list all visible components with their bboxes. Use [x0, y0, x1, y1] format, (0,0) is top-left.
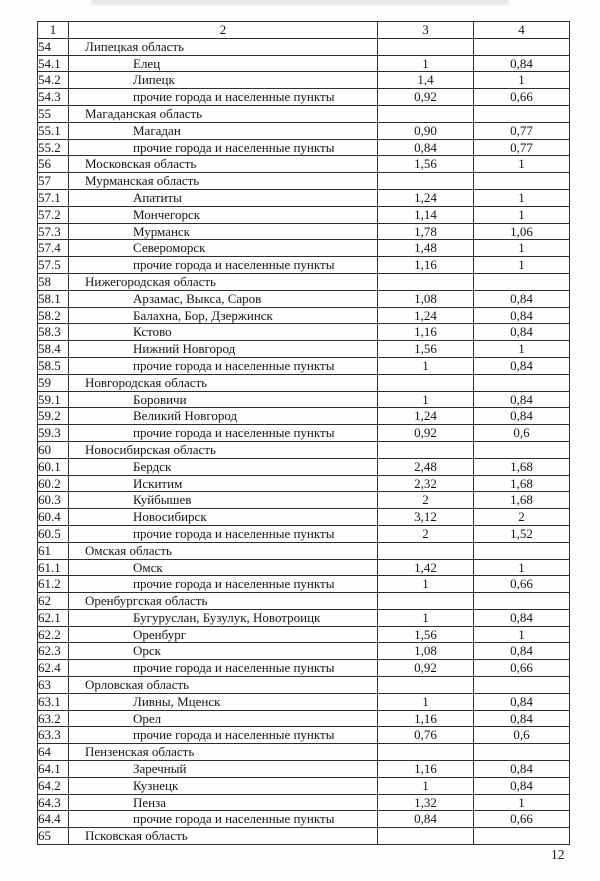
coefficient-4-cell: 1	[474, 794, 570, 811]
name-cell: Оренбургская область	[69, 593, 378, 610]
coefficient-3-cell: 1,14	[378, 206, 474, 223]
table-row	[38, 693, 570, 710]
coefficient-4-cell: 1	[474, 72, 570, 89]
name-cell: Оренбург	[69, 626, 378, 643]
row-number-cell: 59.1	[38, 391, 69, 408]
name-cell: прочие города и населенные пункты	[69, 89, 378, 106]
name-cell: Псковская область	[69, 828, 378, 845]
name-cell: Новосибирск	[69, 509, 378, 526]
row-number-cell: 58.4	[38, 341, 69, 358]
table-row	[38, 173, 570, 190]
coefficient-4-cell	[474, 441, 570, 458]
coefficient-4-cell: 1	[474, 341, 570, 358]
table-row	[38, 38, 570, 55]
coefficient-4-cell: 1	[474, 156, 570, 173]
row-number-cell: 63	[38, 677, 69, 694]
name-cell: Пенза	[69, 794, 378, 811]
row-number-cell: 62.1	[38, 609, 69, 626]
table-row	[38, 240, 570, 257]
coefficient-3-cell: 1,08	[378, 643, 474, 660]
row-number-cell: 58.3	[38, 324, 69, 341]
coefficient-4-cell: 1	[474, 257, 570, 274]
name-cell: Липецк	[69, 72, 378, 89]
table-row	[38, 761, 570, 778]
table-row	[38, 290, 570, 307]
table-row	[38, 626, 570, 643]
row-number-cell: 57.3	[38, 223, 69, 240]
coefficient-3-cell: 3,12	[378, 509, 474, 526]
coefficient-3-cell: 0,84	[378, 139, 474, 156]
row-number-cell: 64.1	[38, 761, 69, 778]
name-cell: Орск	[69, 643, 378, 660]
row-number-cell: 61	[38, 542, 69, 559]
coefficient-3-cell: 0,76	[378, 727, 474, 744]
table-row	[38, 609, 570, 626]
coefficient-4-cell: 1	[474, 206, 570, 223]
name-cell: Апатиты	[69, 189, 378, 206]
name-cell: Мурманская область	[69, 173, 378, 190]
table-row	[38, 492, 570, 509]
table-row	[38, 811, 570, 828]
coefficient-3-cell	[378, 542, 474, 559]
name-cell: Куйбышев	[69, 492, 378, 509]
table-row	[38, 475, 570, 492]
table-row	[38, 374, 570, 391]
coefficient-4-cell: 1,68	[474, 475, 570, 492]
name-cell: Орел	[69, 710, 378, 727]
row-number-cell: 54.2	[38, 72, 69, 89]
name-cell: Омская область	[69, 542, 378, 559]
row-number-cell: 60.5	[38, 525, 69, 542]
coefficient-3-cell: 1,24	[378, 307, 474, 324]
coefficient-4-cell: 0,66	[474, 89, 570, 106]
name-cell: Елец	[69, 55, 378, 72]
row-number-cell: 57.2	[38, 206, 69, 223]
table-row	[38, 72, 570, 89]
coefficient-3-cell: 1	[378, 391, 474, 408]
name-cell: прочие города и населенные пункты	[69, 727, 378, 744]
coefficient-4-cell: 0,77	[474, 139, 570, 156]
row-number-cell: 55.1	[38, 122, 69, 139]
coefficient-3-cell: 1,24	[378, 408, 474, 425]
coefficient-4-cell	[474, 828, 570, 845]
table-row	[38, 307, 570, 324]
row-number-cell: 60.3	[38, 492, 69, 509]
coefficient-3-cell: 1,4	[378, 72, 474, 89]
coefficient-3-cell: 1	[378, 777, 474, 794]
name-cell: Липецкая область	[69, 38, 378, 55]
coefficient-3-cell: 1,48	[378, 240, 474, 257]
name-cell: Кстово	[69, 324, 378, 341]
coefficient-4-cell: 0,84	[474, 55, 570, 72]
name-cell: Бердск	[69, 458, 378, 475]
row-number-cell: 61.2	[38, 576, 69, 593]
table-row	[38, 576, 570, 593]
table-row	[38, 677, 570, 694]
row-number-cell: 55	[38, 105, 69, 122]
page-number: 12	[551, 847, 565, 862]
row-number-cell: 58.5	[38, 357, 69, 374]
row-number-cell: 54.1	[38, 55, 69, 72]
coefficient-4-cell: 0,84	[474, 290, 570, 307]
table-row	[38, 593, 570, 610]
column-header-3: 3	[378, 22, 474, 39]
coefficient-3-cell	[378, 273, 474, 290]
coefficient-3-cell: 1,56	[378, 341, 474, 358]
coefficient-4-cell: 0,66	[474, 576, 570, 593]
table-row	[38, 341, 570, 358]
coefficient-3-cell	[378, 441, 474, 458]
name-cell: Искитим	[69, 475, 378, 492]
coefficient-3-cell	[378, 374, 474, 391]
coefficient-3-cell	[378, 173, 474, 190]
row-number-cell: 60.2	[38, 475, 69, 492]
name-cell: прочие города и населенные пункты	[69, 425, 378, 442]
table-row	[38, 794, 570, 811]
column-header-4: 4	[474, 22, 570, 39]
coefficient-4-cell	[474, 273, 570, 290]
row-number-cell: 54.3	[38, 89, 69, 106]
name-cell: Великий Новгород	[69, 408, 378, 425]
name-cell: Орловская область	[69, 677, 378, 694]
coefficient-4-cell: 1	[474, 626, 570, 643]
table-row	[38, 189, 570, 206]
coefficient-3-cell: 0,92	[378, 425, 474, 442]
name-cell: прочие города и населенные пункты	[69, 139, 378, 156]
table-row	[38, 777, 570, 794]
name-cell: прочие города и населенные пункты	[69, 525, 378, 542]
coefficient-3-cell: 1,56	[378, 156, 474, 173]
row-number-cell: 59.2	[38, 408, 69, 425]
coefficient-3-cell: 1,32	[378, 794, 474, 811]
table-row	[38, 324, 570, 341]
coefficient-3-cell	[378, 38, 474, 55]
coefficient-4-cell: 0,84	[474, 693, 570, 710]
coefficient-4-cell: 0,84	[474, 391, 570, 408]
coefficient-4-cell: 0,66	[474, 660, 570, 677]
coefficient-3-cell: 1	[378, 576, 474, 593]
coefficient-4-cell: 0,84	[474, 710, 570, 727]
name-cell: Московская область	[69, 156, 378, 173]
table-row	[38, 744, 570, 761]
row-number-cell: 63.3	[38, 727, 69, 744]
name-cell: Заречный	[69, 761, 378, 778]
table-row	[38, 55, 570, 72]
row-number-cell: 58	[38, 273, 69, 290]
column-header-1: 1	[38, 22, 69, 39]
coefficient-4-cell: 0,84	[474, 307, 570, 324]
coefficient-4-cell: 0,77	[474, 122, 570, 139]
row-number-cell: 63.2	[38, 710, 69, 727]
row-number-cell: 59	[38, 374, 69, 391]
coefficient-3-cell: 0,84	[378, 811, 474, 828]
coefficient-3-cell	[378, 677, 474, 694]
name-cell: Боровичи	[69, 391, 378, 408]
coefficient-3-cell: 0,90	[378, 122, 474, 139]
table-header	[38, 22, 570, 39]
name-cell: Мончегорск	[69, 206, 378, 223]
table-row	[38, 710, 570, 727]
coefficient-3-cell: 1,16	[378, 761, 474, 778]
row-number-cell: 64.3	[38, 794, 69, 811]
table-row	[38, 257, 570, 274]
row-number-cell: 57.1	[38, 189, 69, 206]
coefficient-3-cell: 1,42	[378, 559, 474, 576]
row-number-cell: 62.4	[38, 660, 69, 677]
row-number-cell: 57.5	[38, 257, 69, 274]
coefficient-3-cell: 1	[378, 693, 474, 710]
row-number-cell: 61.1	[38, 559, 69, 576]
name-cell: прочие города и населенные пункты	[69, 576, 378, 593]
table-row	[38, 828, 570, 845]
table-row	[38, 391, 570, 408]
row-number-cell: 57.4	[38, 240, 69, 257]
coefficient-4-cell: 0,84	[474, 643, 570, 660]
row-number-cell: 55.2	[38, 139, 69, 156]
coefficient-4-cell: 0,84	[474, 777, 570, 794]
name-cell: прочие города и населенные пункты	[69, 357, 378, 374]
table-row	[38, 122, 570, 139]
coefficient-4-cell: 0,66	[474, 811, 570, 828]
header-row	[38, 22, 570, 39]
row-number-cell: 64.4	[38, 811, 69, 828]
table-row	[38, 357, 570, 374]
coefficient-4-cell	[474, 542, 570, 559]
coefficient-3-cell: 0,92	[378, 660, 474, 677]
table-row	[38, 525, 570, 542]
table-row	[38, 139, 570, 156]
row-number-cell: 58.1	[38, 290, 69, 307]
column-header-2: 2	[69, 22, 378, 39]
coefficient-4-cell: 0,84	[474, 357, 570, 374]
name-cell: Омск	[69, 559, 378, 576]
coefficient-4-cell: 2	[474, 509, 570, 526]
coefficient-4-cell	[474, 38, 570, 55]
coefficient-3-cell: 1	[378, 55, 474, 72]
coefficient-4-cell	[474, 677, 570, 694]
name-cell: прочие города и населенные пункты	[69, 811, 378, 828]
coefficient-3-cell	[378, 744, 474, 761]
row-number-cell: 65	[38, 828, 69, 845]
coefficient-4-cell: 0,84	[474, 408, 570, 425]
coefficient-4-cell: 1,52	[474, 525, 570, 542]
coefficient-3-cell: 1,08	[378, 290, 474, 307]
row-number-cell: 60.4	[38, 509, 69, 526]
table-row	[38, 425, 570, 442]
table-row	[38, 509, 570, 526]
table-row	[38, 273, 570, 290]
coefficient-3-cell: 0,92	[378, 89, 474, 106]
coefficient-4-cell: 1,68	[474, 458, 570, 475]
coefficient-4-cell	[474, 105, 570, 122]
name-cell: Ливны, Мценск	[69, 693, 378, 710]
table-row	[38, 441, 570, 458]
table-row	[38, 643, 570, 660]
name-cell: Нижний Новгород	[69, 341, 378, 358]
row-number-cell: 57	[38, 173, 69, 190]
coefficient-3-cell: 1	[378, 357, 474, 374]
coefficient-4-cell: 0,6	[474, 727, 570, 744]
coefficient-4-cell: 0,84	[474, 609, 570, 626]
row-number-cell: 62.3	[38, 643, 69, 660]
row-number-cell: 64	[38, 744, 69, 761]
coefficient-3-cell: 2,48	[378, 458, 474, 475]
name-cell: Магаданская область	[69, 105, 378, 122]
row-number-cell: 60	[38, 441, 69, 458]
coefficient-4-cell: 0,84	[474, 324, 570, 341]
name-cell: Балахна, Бор, Дзержинск	[69, 307, 378, 324]
name-cell: Нижегородская область	[69, 273, 378, 290]
row-number-cell: 62	[38, 593, 69, 610]
table-row	[38, 156, 570, 173]
table-row	[38, 660, 570, 677]
name-cell: прочие города и населенные пункты	[69, 660, 378, 677]
coefficient-3-cell: 1	[378, 609, 474, 626]
table-row	[38, 223, 570, 240]
row-number-cell: 59.3	[38, 425, 69, 442]
coefficient-4-cell	[474, 744, 570, 761]
coefficient-3-cell: 2	[378, 525, 474, 542]
coefficient-3-cell: 1,78	[378, 223, 474, 240]
name-cell: Магадан	[69, 122, 378, 139]
coefficient-4-cell: 1	[474, 189, 570, 206]
name-cell: Кузнецк	[69, 777, 378, 794]
coefficient-4-cell	[474, 374, 570, 391]
coefficient-4-cell: 1,06	[474, 223, 570, 240]
row-number-cell: 58.2	[38, 307, 69, 324]
table-body	[38, 38, 570, 844]
coefficient-4-cell: 1	[474, 240, 570, 257]
row-number-cell: 64.2	[38, 777, 69, 794]
coefficient-3-cell: 2,32	[378, 475, 474, 492]
name-cell: Новгородская область	[69, 374, 378, 391]
coefficient-4-cell: 1,68	[474, 492, 570, 509]
name-cell: Арзамас, Выкса, Саров	[69, 290, 378, 307]
coefficient-4-cell	[474, 173, 570, 190]
coefficient-3-cell: 1,16	[378, 324, 474, 341]
coefficient-3-cell: 1,56	[378, 626, 474, 643]
coefficient-3-cell: 1,24	[378, 189, 474, 206]
name-cell: Бугуруслан, Бузулук, Новотроицк	[69, 609, 378, 626]
table-row	[38, 206, 570, 223]
coefficient-4-cell	[474, 593, 570, 610]
table-row	[38, 89, 570, 106]
coefficient-4-cell: 0,84	[474, 761, 570, 778]
scan-artifact	[90, 0, 510, 7]
table-row	[38, 105, 570, 122]
coefficient-3-cell	[378, 105, 474, 122]
coefficient-3-cell: 1,16	[378, 710, 474, 727]
table-row	[38, 727, 570, 744]
coefficient-3-cell: 1,16	[378, 257, 474, 274]
name-cell: прочие города и населенные пункты	[69, 257, 378, 274]
row-number-cell: 62.2	[38, 626, 69, 643]
row-number-cell: 63.1	[38, 693, 69, 710]
coefficient-4-cell: 1	[474, 559, 570, 576]
coefficient-3-cell	[378, 593, 474, 610]
table-row	[38, 408, 570, 425]
coefficient-3-cell: 2	[378, 492, 474, 509]
name-cell: Пензенская область	[69, 744, 378, 761]
row-number-cell: 54	[38, 38, 69, 55]
table-row	[38, 559, 570, 576]
coefficient-3-cell	[378, 828, 474, 845]
coefficients-table	[37, 21, 570, 845]
row-number-cell: 56	[38, 156, 69, 173]
name-cell: Новосибирская область	[69, 441, 378, 458]
name-cell: Североморск	[69, 240, 378, 257]
row-number-cell: 60.1	[38, 458, 69, 475]
coefficient-4-cell: 0,6	[474, 425, 570, 442]
table-row	[38, 542, 570, 559]
table-row	[38, 458, 570, 475]
name-cell: Мурманск	[69, 223, 378, 240]
